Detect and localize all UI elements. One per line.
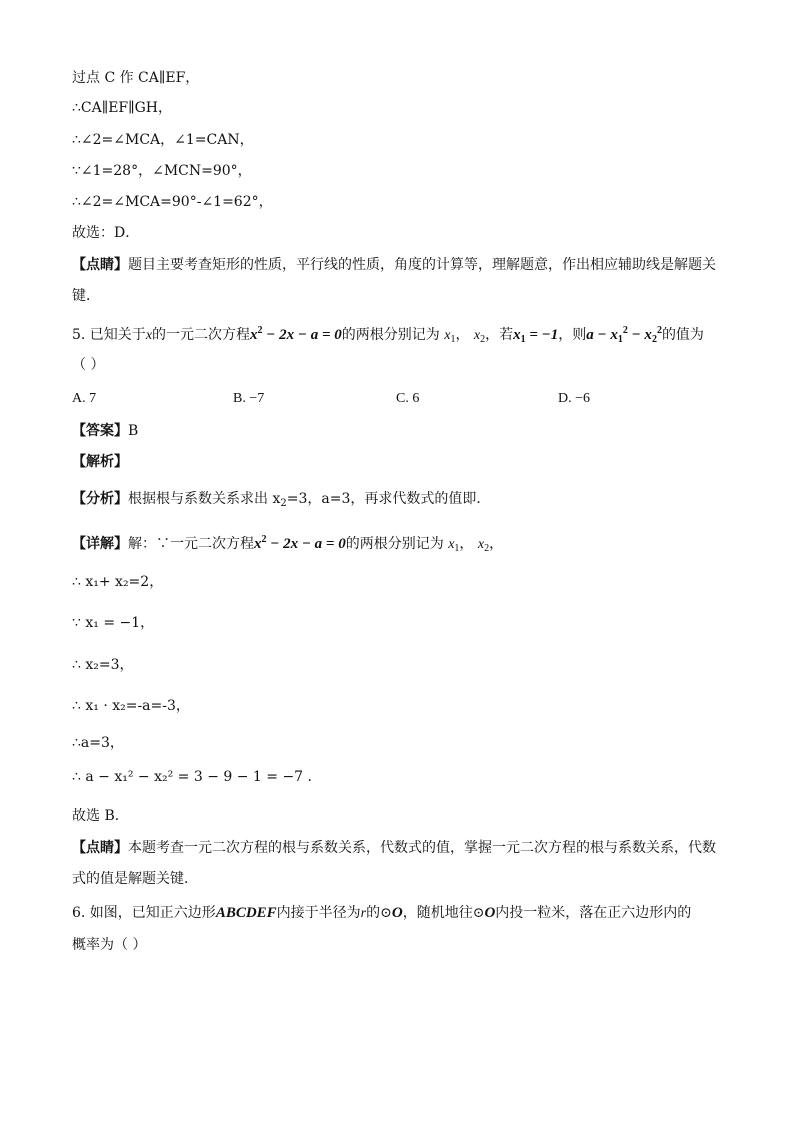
- solution-step: ∴ x₁ · x₂=-a=-3，: [72, 698, 190, 714]
- hexagon-label: ABCDEF: [215, 905, 277, 921]
- stem-part: 的⊙: [366, 905, 392, 921]
- stem-part: 内投一粒米，落在正六边形内的: [495, 905, 692, 921]
- comment-line: [72, 838, 722, 858]
- text-line: 键．: [72, 288, 100, 304]
- answer-value: B: [128, 423, 139, 439]
- radius-label: r: [360, 906, 367, 921]
- jiexi-label: 【解析】: [72, 454, 128, 470]
- question-5-stem: 5. 已知关于x的一元二次方程$x^2 - 2x - a = 0$的两根分别记为 $x_1$， $x_2$，若$x_1 = -1$，则$a - x_1^2 - x_2^2$的值为: [72, 325, 704, 345]
- text-line: ∴CA∥EF∥GH，: [72, 100, 172, 116]
- text-line: ∴∠2=∠MCA，∠1=CAN，: [72, 132, 254, 148]
- option-a: A. 7: [72, 391, 97, 406]
- option-d: D. −6: [558, 391, 591, 406]
- xiangjie-tag: 【详解】: [72, 536, 128, 552]
- solution-step: ∴ x₁+ x₂=2，: [72, 574, 164, 590]
- question-6-stem: [72, 903, 722, 924]
- xiangjie-line: 【详解】解：∵一元二次方程$x^2 - 2x - a = 0$的两根分别记为 $x_1$， $x_2$，: [72, 534, 504, 554]
- comment-tag: 【点睛】: [72, 840, 128, 856]
- stem-part: 5. 已知关于: [72, 327, 146, 343]
- fenxi-text: =3，a=3，再求代数式的值即．: [286, 491, 491, 507]
- fenxi-text: 根据根与系数关系求出 x: [128, 491, 281, 507]
- question-5-paren: （ ）: [72, 357, 105, 373]
- solution-step: ∴ a − x₁² − x₂² = 3 − 9 − 1 = −7 .: [72, 769, 312, 785]
- stem-part: 6. 如图，已知正六边形: [72, 905, 216, 921]
- text-line: 故选 B．: [72, 808, 129, 824]
- option-c: C. 6: [396, 391, 420, 406]
- xiangjie-text: 解：∵一元二次方程: [128, 536, 254, 552]
- stem-part: 内接于半径为: [276, 905, 361, 921]
- stem-part: ，随机地往⊙: [402, 905, 485, 921]
- stem-part: 的两根分别记为: [341, 327, 440, 343]
- solution-step: ∴a=3，: [72, 735, 124, 751]
- text-line: 故选：D．: [72, 225, 140, 241]
- stem-part: 的值为: [661, 327, 704, 343]
- text-line: ∴∠2=∠MCA=90°-∠1=62°，: [72, 194, 273, 210]
- answer-line: [72, 421, 722, 441]
- text-line: ∵∠1=28°，∠MCN=90°，: [72, 163, 252, 179]
- option-b: B. −7: [233, 391, 265, 406]
- jiexi-tag: [72, 452, 722, 472]
- stem-part: 的一元二次方程: [152, 327, 251, 343]
- comment-text: 本题考查一元二次方程的根与系数关系，代数式的值，掌握一元二次方程的根与系数关系，代数: [128, 840, 716, 856]
- fenxi-line: 【分析】根据根与系数关系求出 $x_2=3$，a=3，再求代数式的值即．: [72, 491, 491, 509]
- comment-text: 题目主要考查矩形的性质，平行线的性质，角度的计算等，理解题意，作出相应辅助线是解题关: [128, 257, 716, 273]
- xiangjie-text: 的两根分别记为: [345, 536, 444, 552]
- comment-line: [72, 255, 722, 275]
- answer-tag: 【答案】: [72, 423, 128, 439]
- solution-step: ∴ x₂=3，: [72, 657, 134, 673]
- stem-part: ，若: [485, 327, 514, 343]
- solution-step: ∵ x₁ = −1，: [72, 615, 155, 631]
- question-6-stem-cont: 概率为（ ）: [72, 937, 147, 953]
- stem-part: ，则: [558, 327, 587, 343]
- circle-label: O: [484, 905, 496, 921]
- fenxi-tag: 【分析】: [72, 491, 128, 507]
- text-line: 过点 C 作 CA∥EF，: [72, 70, 200, 86]
- text-line: 式的值是解题关键．: [72, 871, 198, 887]
- comment-tag: 【点睛】: [72, 257, 128, 273]
- circle-label: O: [391, 905, 403, 921]
